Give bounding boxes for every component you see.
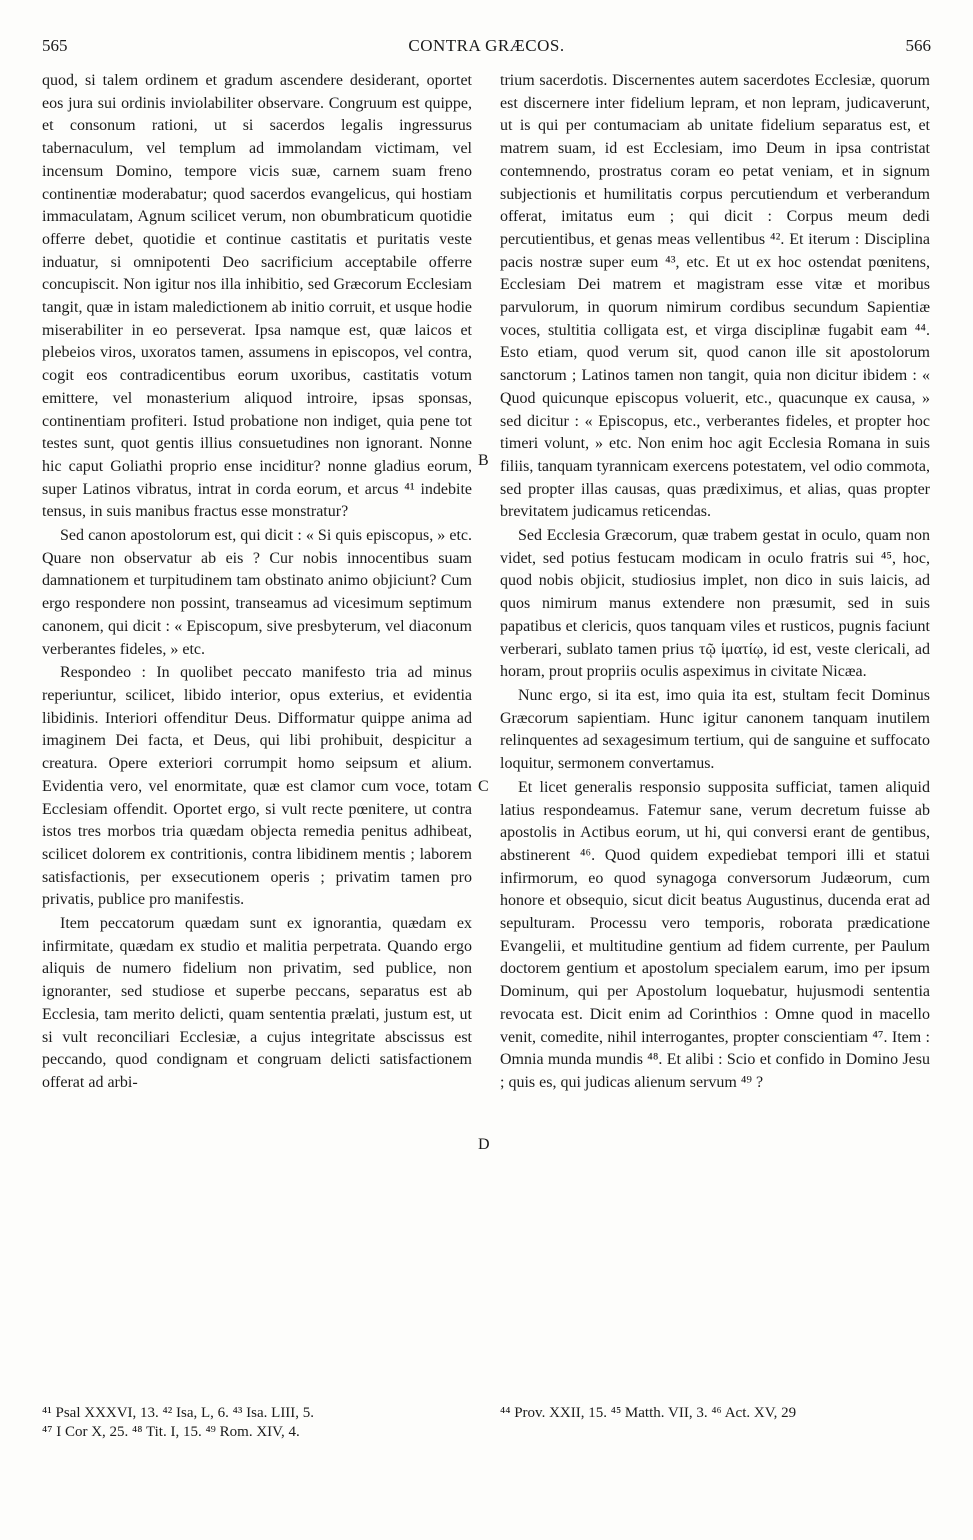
page-title: CONTRA GRÆCOS. [408,36,565,55]
paragraph: trium sacerdotis. Discernentes autem sacerdotes Ecclesiæ, quorum est discernere inter fidelium lepram, et non lepram, judicaverunt, ut is qui per contumaciam ab unitate fidelium separatus est, et matrem suam, id est Ecclesiam, imo Deum in ipsa contristat contemnendo, prostratus coram eo petat veniam, et in signum subjectionis et humilitatis corpus percutiendum et verberandum offerat, imitatus eum ; qui dicit : Corpus meum dedi percutientibus, et genas meas vellentibus ⁴². Et iterum : Disciplina pacis nostræ super eum ⁴³, etc. Et ut ex hoc ostendat pœnitens, Ecclesiam Dei matrem et magistram esse vitæ et moribus parvulorum, in quorum nimirum cordibus secundum Sapientiæ voces, stultitia colligata est, et virga disciplinæ fugabit eam ⁴⁴. Esto etiam, quod verum sit, quod canon ille sit apostolorum sanctorum ; Latinos tamen non tangit, quia non dicitur ibidem : « Quod quicunque episcopus voluerit, etc., quacunque ex causa, » sed dicitur : « Episcopus, etc., verberantes fideles, et propter hoc timeri volunt, » etc. Non enim hoc agit Ecclesia Romana in suis filiis, tanquam tyrannicam exercens potestatem, vel odio commota, sed propter illas causas, quas prædiximus, et alias, quas propter brevitatem judicamus reticendas. [500,72,930,521]
paragraph: Item peccatorum quædam sunt ex ignorantia, quædam ex infirmitate, quædam ex studio et malitia perpetrata. Quando ergo aliquis de numero fidelium non privatim, sed publice, non ignoranter, sed studiose et superbe peccans, separatus est ab Ecclesia, tam merito delicti, quam sententia prælati, justum est, ut si vult reconciliari Ecclesiæ, a cujus integritate abscissus est peccando, quod condignam et congruam delicti satisfactionem offerat ad arbi- [42,915,472,1091]
footnotes-left [42,1404,472,1442]
left-column [42,70,472,1095]
footnote-line: ⁴⁴ Prov. XXII, 15. ⁴⁵ Matth. VII, 3. ⁴⁶ Act. XV, 29 [500,1405,797,1421]
paragraph: Nunc ergo, si ita est, imo quia ita est, stultam fecit Dominus Græcorum sapientiam. Hunc igitur canonem tanquam inutilem relinquentes ad sexagesimum tertium, qui de sanguine et suffocato loquitur, sermonem convertamus. [500,686,930,773]
footnote-line: ⁴⁷ I Cor X, 25. ⁴⁸ Tit. I, 15. ⁴⁹ Rom. XIV, 4. [42,1424,300,1440]
footnote-line: ⁴¹ Psal XXXVI, 13. ⁴² Isa, L, 6. ⁴³ Isa. LIII, 5. [42,1405,315,1421]
footnotes-right [500,1404,930,1423]
paragraph: Et licet generalis responsio supposita sufficiat, tamen aliquid latius respondeamus. Fatemur sane, verum decretum fuisse ab apostolis in Actibus eorum, ut hi, qui conversi erant de gentibus, abstinerent ⁴⁶. Quod quidem expediebat tempori illi et statui infirmorum, eo quod synagoga conversorum Judæorum, cum honore et obsequio, sicut dicit beatus Augustinus, ducenda erat ad sepulturam. Processu vero temporis, roborata prædicatione Evangelii, et multitudine gentium ad fidem currente, per Paulum doctorem gentium et apostolum specialem earum, imo per ipsum Dominum, qui per Apostolum loquebatur, hujusmodi sententia revocata est. Dicit enim ad Corinthios : Omne quod in macello venit, comedite, nihil interrogantes, propter conscientiam ⁴⁷. Item : Omnia munda mundis ⁴⁸. Et alibi : Scio et confido in Domino Jesu ; quis es, qui judicas alienum servum ⁴⁹ ? [500,778,930,1091]
paragraph: quod, si talem ordinem et gradum ascendere desiderant, oportet eos jura sui ordinis inviolabiliter observare. Congruum est quippe, et consonum rationi, ut si sacerdos legalis ingressurus tabernaculum, vel templum ad immolandam victimam, vel incensum Domino, tempore vicis suæ, carnem suam freno continentiæ moderabatur; quod sacerdos evangelicus, qui hostiam immaculatam, Agnum scilicet verum, non obumbraticum quotidie offerre debet, quotidie et continue castitatis et puritatis veste induatur, si omnipotenti Deo sacrificium acceptabile offerre concupiscit. Non igitur nos illa inhibitio, sed Græcorum Ecclesiam tangit, quæ in istam maledictionem ab initio corruit, et usque hodie miserabiliter in eo perseverat. Ipsa namque est, quæ laicos et plebeios viros, uxoratos tamen, assumens in episcopos, vel contra, cogit eos contradicentibus eorum uxoribus, castitatis votum emittere, vel monasterium aliquod introire, ipsas sponsas, continentiam profiteri. Istud probatione non indiget, quia pene tot testes sunt, quot gentis illius consuetudines non ignorant. Nonne hic caput Goliathi proprio ense inciditur? nonne gladius eorum, super Latinos vibratus, intrat in corda eorum, et arcus ⁴¹ indebite tensus, in suis manibus fractus esse monstratur? [42,72,472,521]
paragraph: Sed Ecclesia Græcorum, quæ trabem gestat in oculo, quam non videt, sed potius festucam modicam in oculo fratris sui ⁴⁵, hoc, quod nobis objicit, studiosius implet, non dico in suis laicis, ad quos nimirum manus extendere non præsumit, sed in suis papatibus et clericis, quos tanquam viles et rusticos, pugnis faciunt verberari, sublato tamen prius τῷ ἱματίῳ, id est, veste clericali, ad horam, prout propriis oculis aspeximus in civitate Nicæa. [500,527,930,681]
paragraph: Sed canon apostolorum est, qui dicit : « Si quis episcopus, » etc. Quare non observatur ab eis ? Cur nobis innocentibus suam damnationem et turpitudinem tam obstinato animo objiciunt? Cum ergo respondere non possint, transeamus ad vicesimum septimum canonem, qui dicit : « Episcopum, sive presbyterum, vel diaconum verberantes fideles, » etc. [42,527,472,658]
margin-marker-d: D [478,1136,490,1153]
paragraph: Respondeo : In quolibet peccato manifesto tria ad minus reperiuntur, scilicet, libido interior, opus exterius, et evidentia libidinis. Interiori offenditur Deus. Difformatur quippe anima ad imaginem Dei facta, et Deus, qui libi prohibuit, despicitur a creatura. Opere exteriori corrumpit homo seipsum et alium. Evidentia vero, vel enormitate, quæ est clamor cum voce, totam Ecclesiam offendit. Oportet ergo, si vult recte pœnitere, ut contra istos tres morbos tria quædam objecta remedia penitus adhibeat, scilicet dolorem ex contritionis, contra libidinem mentis ; laborem satisfactionis, per exsecutionem operis ; privatim tamen pro privatis, publice pro manifestis. [42,664,472,909]
running-header [42,36,931,60]
margin-marker-c: C [478,778,489,795]
page-number-left: 565 [42,36,68,55]
margin-marker-b: B [478,452,489,469]
right-column [500,70,930,1095]
page-number-right: 566 [905,36,931,55]
